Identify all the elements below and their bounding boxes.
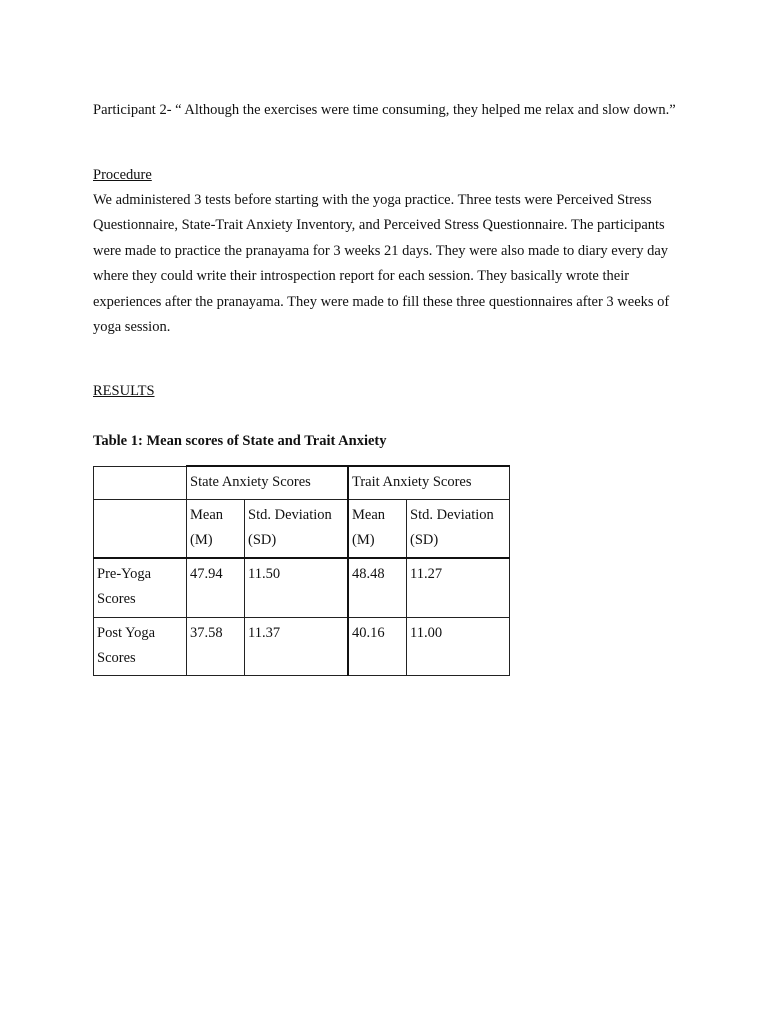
state-sd-header: Std. Deviation (SD) bbox=[245, 500, 349, 559]
procedure-paragraph: We administered 3 tests before starting with the yoga practice. Three tests were Perceived Stress Questionnaire, State-Trait Anxiety Inventory, and Perceived Stress Questionnaire. The participants were made to practice the pranayama for 3 weeks 21 days. They were also made to diary every day where they could write their introspection report for each session. They basically wrote their experiences after the pranayama. They were made to fill these three questionnaires after 3 weeks of yoga session. bbox=[93, 192, 670, 336]
post-trait-sd: 11.00 bbox=[407, 618, 510, 676]
table-empty-cell bbox=[94, 500, 187, 559]
participant-quote: Participant 2- “ Although the exercises were time consuming, they helped me relax and slow down.” bbox=[93, 102, 676, 118]
trait-anxiety-header: Trait Anxiety Scores bbox=[348, 466, 510, 500]
anxiety-scores-table bbox=[93, 465, 510, 676]
pre-state-mean: 47.94 bbox=[187, 558, 245, 618]
state-anxiety-header: State Anxiety Scores bbox=[187, 466, 349, 500]
row-label-post-yoga: Post Yoga Scores bbox=[94, 618, 187, 676]
procedure-heading: Procedure bbox=[93, 167, 152, 183]
results-table-wrapper bbox=[93, 465, 510, 676]
trait-sd-header: Std. Deviation (SD) bbox=[407, 500, 510, 559]
table-row bbox=[94, 558, 510, 618]
table-row bbox=[94, 618, 510, 676]
table-header-row bbox=[94, 466, 510, 500]
table-subheader-row bbox=[94, 500, 510, 559]
table-caption: Table 1: Mean scores of State and Trait Anxiety bbox=[93, 433, 387, 449]
state-mean-header: Mean (M) bbox=[187, 500, 245, 559]
post-state-sd: 11.37 bbox=[245, 618, 349, 676]
pre-trait-sd: 11.27 bbox=[407, 558, 510, 618]
row-label-pre-yoga: Pre-Yoga Scores bbox=[94, 558, 187, 618]
results-heading: RESULTS bbox=[93, 383, 155, 399]
post-state-mean: 37.58 bbox=[187, 618, 245, 676]
table-corner-cell bbox=[94, 466, 187, 500]
trait-mean-header: Mean (M) bbox=[348, 500, 407, 559]
post-trait-mean: 40.16 bbox=[348, 618, 407, 676]
pre-trait-mean: 48.48 bbox=[348, 558, 407, 618]
pre-state-sd: 11.50 bbox=[245, 558, 349, 618]
